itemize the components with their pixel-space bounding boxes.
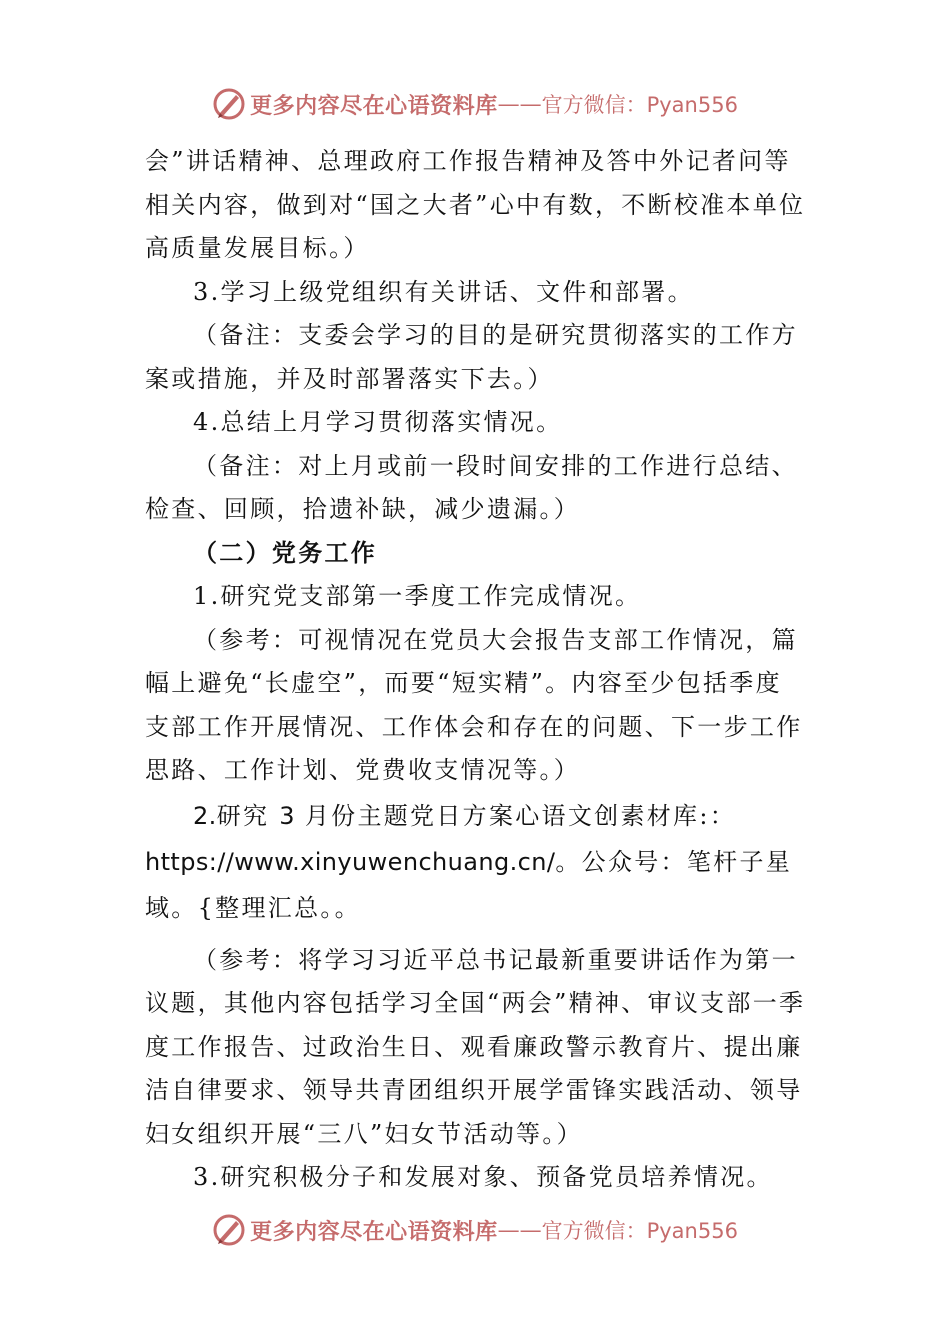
footer-wechat: 官方微信：Pyan556 <box>541 1219 738 1243</box>
footer-brand: 更多内容尽在心语资料库 <box>250 1218 498 1245</box>
header-dash: —— <box>497 91 542 117</box>
header-wechat: 官方微信：Pyan556 <box>541 93 738 117</box>
paragraph-6: 1.研究党支部第一季度工作完成情况。 <box>193 582 642 610</box>
p8-text-a: 研究 <box>216 801 270 830</box>
paragraph-4: 4.总结上月学习贯彻落实情况。 <box>193 408 563 436</box>
header-brand: 更多内容尽在心语资料库 <box>250 92 498 119</box>
document-body <box>145 140 807 1200</box>
p8-month: 3 <box>279 801 295 830</box>
p8-number: 2. <box>193 801 217 830</box>
paragraph-8 <box>145 793 807 931</box>
header-watermark <box>0 84 950 124</box>
p8-text-c: 。公众号：笔杆子星域。{整理汇总。。 <box>145 847 793 922</box>
paragraph-1: 会”讲话精神、总理政府工作报告精神及答中外记者问等相关内容，做到对“国之大者”心中有数，不断校准本单位高质量发展目标。） <box>145 147 806 262</box>
paragraph-2: 3.学习上级党组织有关讲话、文件和部署。 <box>193 277 694 306</box>
paragraph-3: （备注：支委会学习的目的是研究贯彻落实的工作方案或措施，并及时部署落实下去。） <box>145 321 798 393</box>
pen-logo-icon <box>212 1213 246 1247</box>
footer-watermark <box>0 1210 950 1250</box>
paragraph-7: （参考：可视情况在党员大会报告支部工作情况，篇幅上避免“长虚空”，而要“短实精”。内容至少包括季度支部工作开展情况、工作体会和存在的问题、下一步工作思路、工作计划、党费收支情况等。） <box>145 625 803 784</box>
p8-text-b: 月份主题党日方案心语文创素材库:： <box>304 801 737 830</box>
p8-url[interactable]: https://www.xinyuwenchuang.cn/ <box>145 847 556 876</box>
spacer <box>145 931 807 939</box>
footer-dash: —— <box>497 1217 542 1243</box>
paragraph-10: 3.研究积极分子和发展对象、预备党员培养情况。 <box>193 1163 773 1191</box>
paragraph-9: （参考：将学习习近平总书记最新重要讲话作为第一议题，其他内容包括学习全国“两会”精神、审议支部一季度工作报告、过政治生日、观看廉政警示教育片、提出廉洁自律要求、领导共青团组织开展学雷锋实践活动、领导妇女组织开展“三八”妇女节活动等。） <box>145 945 806 1148</box>
paragraph-5: （备注：对上月或前一段时间安排的工作进行总结、检查、回顾，拾遗补缺，减少遗漏。） <box>145 451 798 523</box>
section-heading: （二）党务工作 <box>193 538 378 567</box>
pen-logo-icon <box>212 87 246 121</box>
